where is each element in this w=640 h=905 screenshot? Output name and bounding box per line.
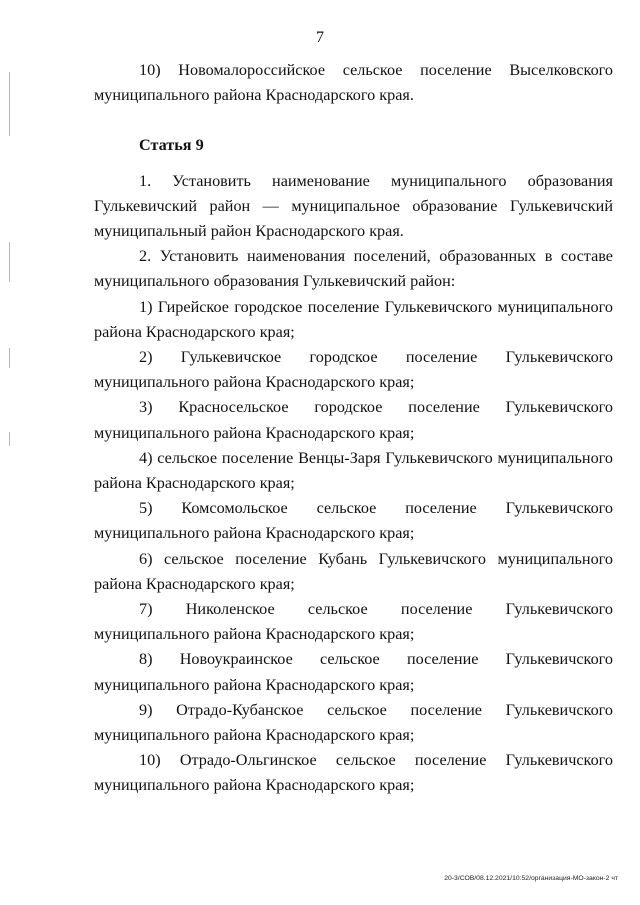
- list-item: 3) Красносельское городское поселение Гулькевичского муниципального района Краснодарского края;: [94, 398, 613, 442]
- document-footer-code: 20-3/СОВ/08.12.2021/10:52/организация-МО-закон-2 чт: [444, 875, 618, 882]
- list-item: 10) Отрадо-Ольгинское сельское поселение Гулькевичского муниципального района Краснодарского края;: [94, 751, 613, 795]
- list-item: 7) Николенское сельское поселение Гулькевичского муниципального района Краснодарского края;: [94, 600, 613, 644]
- list-item: 6) сельское поселение Кубань Гулькевичского муниципального района Краснодарского края;: [94, 549, 613, 593]
- list-item: 5) Комсомольское сельское поселение Гулькевичского муниципального района Краснодарского края;: [94, 499, 613, 543]
- article-heading: Статья 9: [139, 136, 204, 155]
- margin-mark: [9, 432, 10, 446]
- list-item: 1) Гирейское городское поселение Гулькевичского муниципального района Краснодарского края;: [94, 297, 613, 341]
- list-item: 9) Отрадо-Кубанское сельское поселение Гулькевичского муниципального района Краснодарского края;: [94, 700, 613, 745]
- margin-mark: [9, 242, 10, 282]
- list-item: 2) Гулькевичское городское поселение Гулькевичского муниципального района Краснодарского края;: [94, 348, 613, 392]
- list-item: 8) Новоукраинское сельское поселение Гулькевичского муниципального района Краснодарского края;: [94, 650, 613, 694]
- intro-list-item: 10) Новомалороссийское сельское поселение Выселковского муниципального района Краснодарского края.: [94, 61, 613, 105]
- document-body: [94, 58, 613, 799]
- clause-2: 2. Установить наименования поселений, образованных в составе муниципального образования Гулькевичский район:: [94, 247, 613, 291]
- clause-1: 1. Установить наименование муниципального образования Гулькевичский район — муниципальное образование Гулькевичский муниципальный район Краснодарского края.: [94, 171, 613, 241]
- list-item: 4) сельское поселение Венцы-Заря Гулькевичского муниципального района Краснодарского края;: [94, 448, 613, 493]
- margin-mark: [9, 72, 10, 136]
- page-number: 7: [316, 29, 324, 46]
- margin-mark: [9, 348, 10, 368]
